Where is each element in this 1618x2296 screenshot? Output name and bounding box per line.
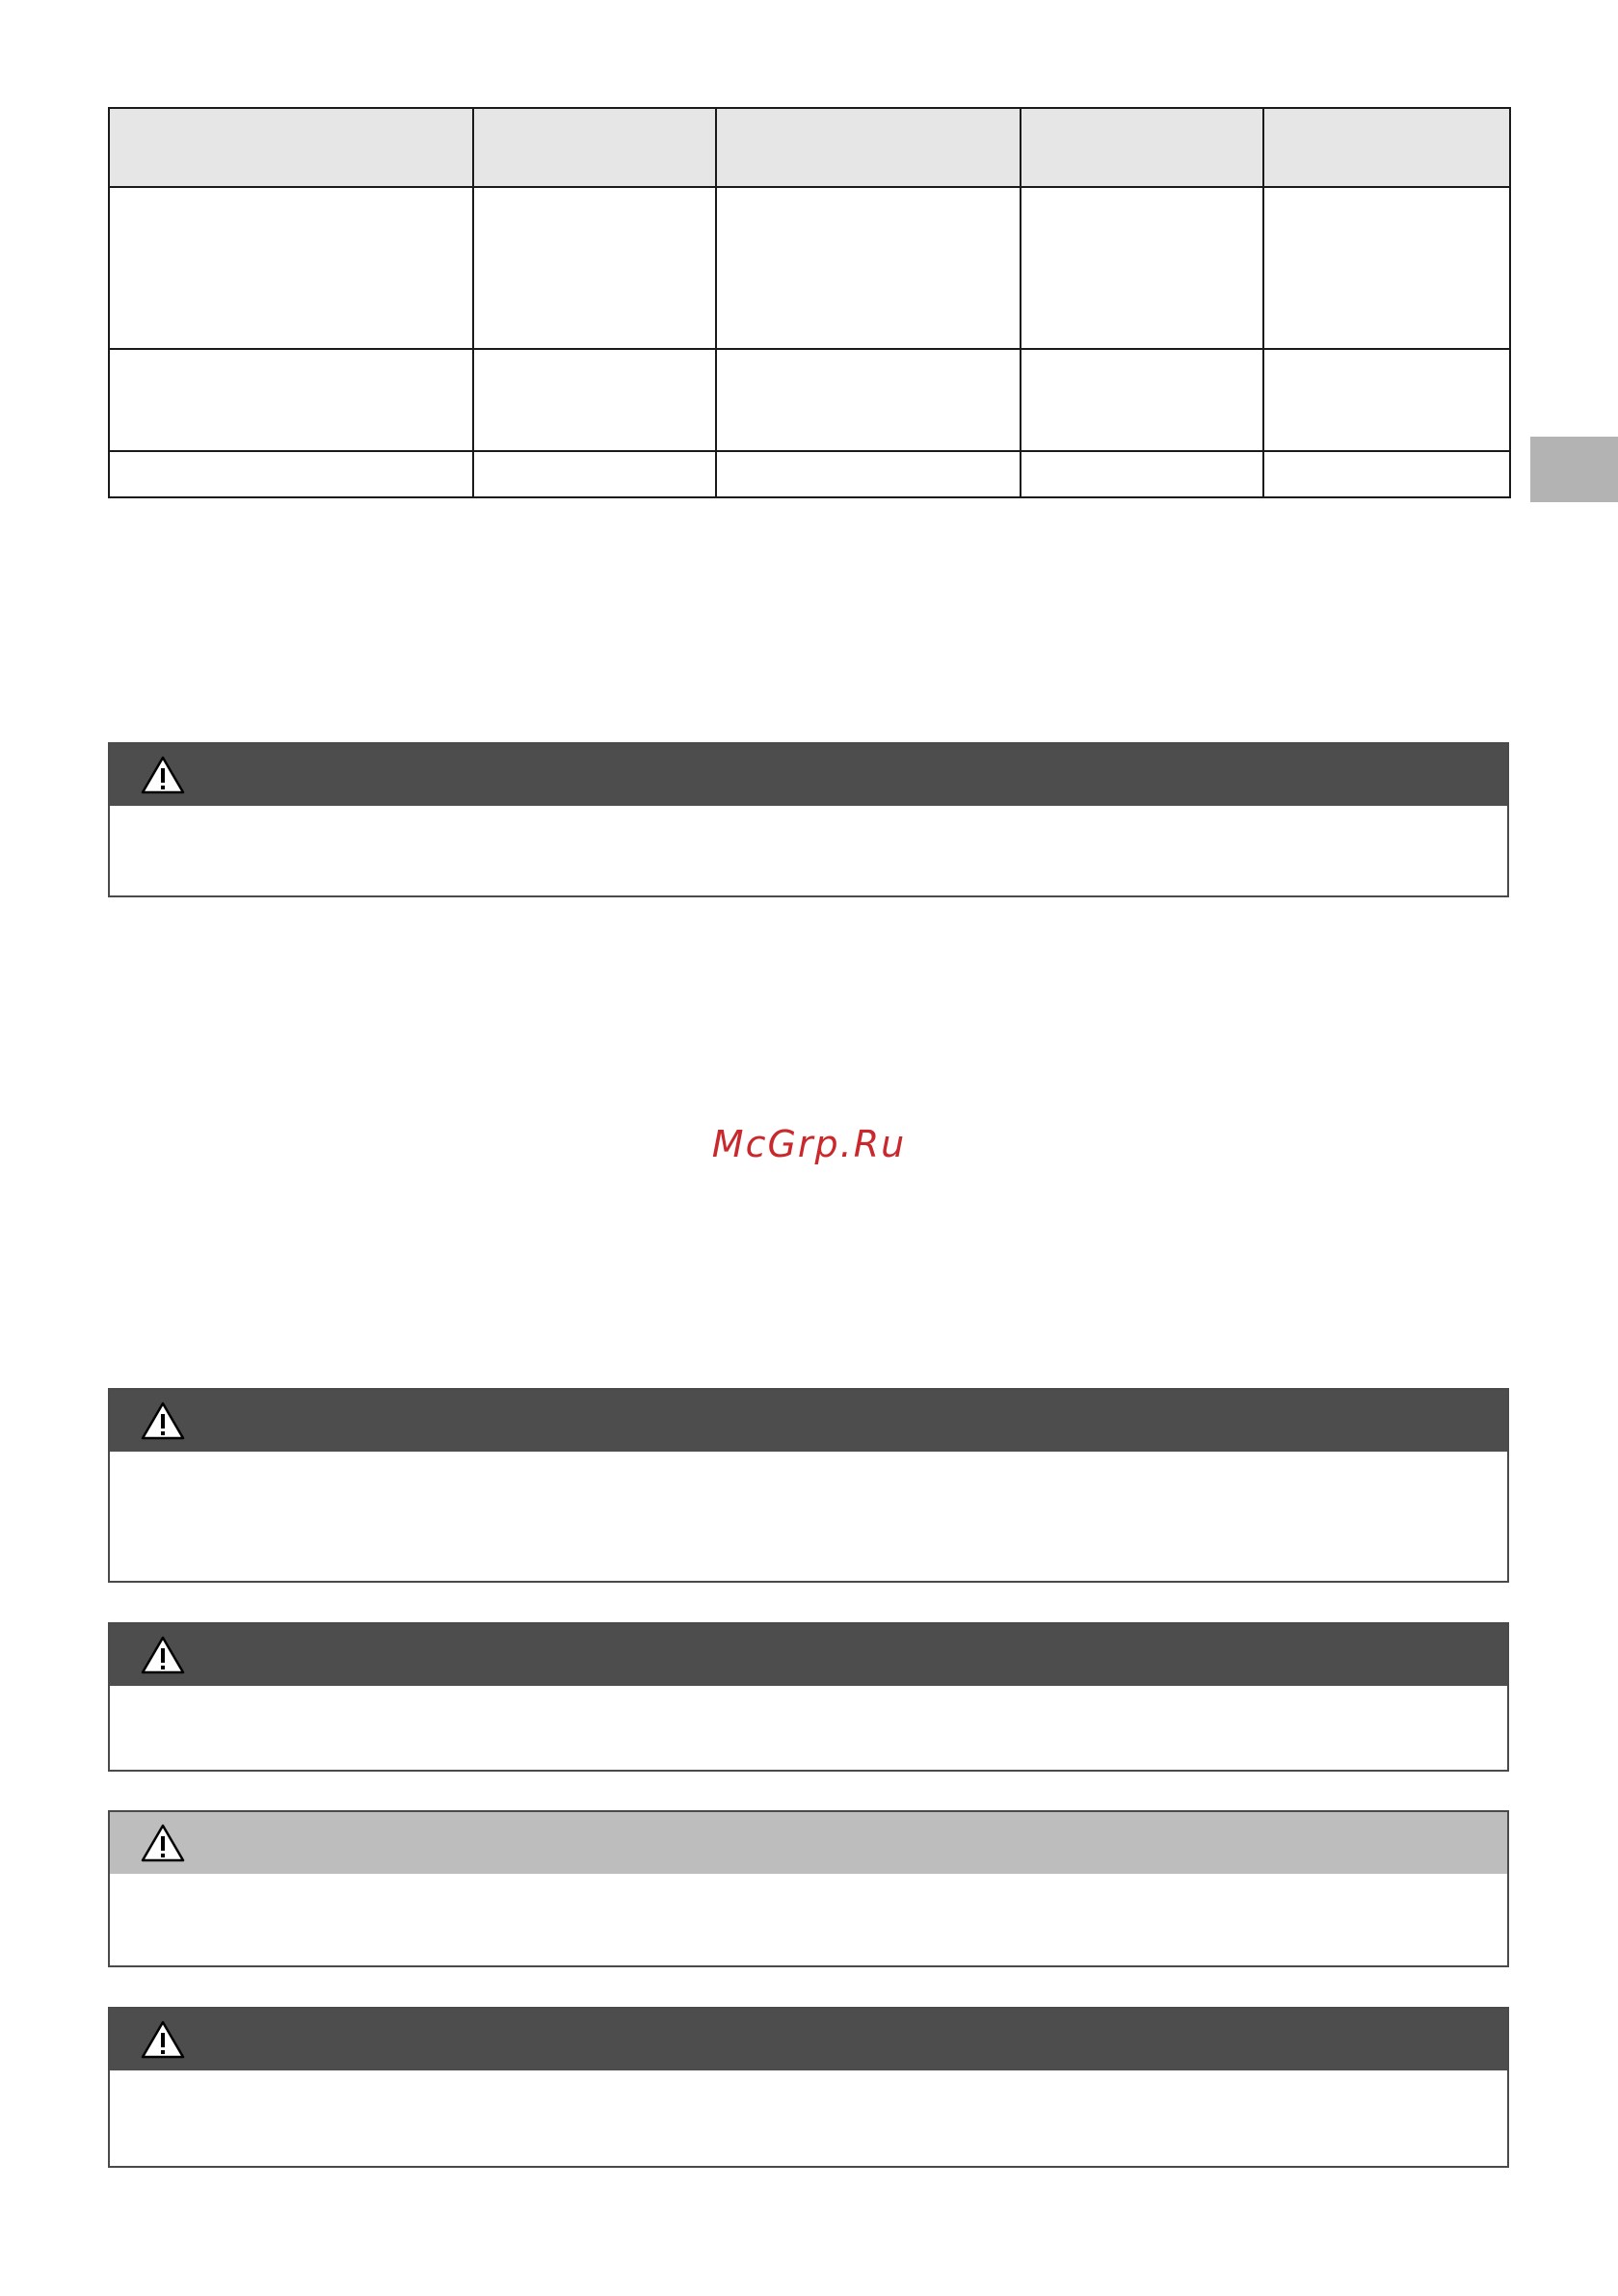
table-cell [1263, 187, 1510, 349]
table-header-row [109, 108, 1510, 187]
warning-header [110, 1624, 1507, 1686]
table-cell [1021, 349, 1263, 451]
table-header-cell [109, 108, 473, 187]
warning-box [108, 742, 1509, 897]
table-cell [1021, 451, 1263, 497]
warning-triangle-icon [141, 756, 185, 794]
table-cell [109, 187, 473, 349]
warning-triangle-icon [141, 1824, 185, 1862]
spec-table [108, 107, 1511, 498]
warning-triangle-icon [141, 1402, 185, 1440]
table-row [109, 187, 1510, 349]
table-cell [473, 349, 716, 451]
table-cell [109, 451, 473, 497]
table-cell [109, 349, 473, 451]
table-cell [1263, 349, 1510, 451]
table-cell [473, 451, 716, 497]
table-header-cell [716, 108, 1021, 187]
table-cell [716, 451, 1021, 497]
warning-box [108, 1388, 1509, 1583]
warning-box [108, 1622, 1509, 1772]
caution-box [108, 1810, 1509, 1967]
table-cell [716, 349, 1021, 451]
caution-header [110, 1812, 1507, 1874]
table-cell [716, 187, 1021, 349]
table-header-cell [1263, 108, 1510, 187]
table-row [109, 349, 1510, 451]
warning-box [108, 2007, 1509, 2168]
warning-header [110, 744, 1507, 806]
table-header-cell [473, 108, 716, 187]
table-row [109, 451, 1510, 497]
table-cell [473, 187, 716, 349]
watermark-text: McGrp.Ru [711, 1123, 907, 1165]
table-cell [1263, 451, 1510, 497]
warning-header [110, 1390, 1507, 1452]
warning-triangle-icon [141, 1636, 185, 1674]
warning-triangle-icon [141, 2020, 185, 2059]
chapter-side-tab [1530, 437, 1618, 502]
table-header-cell [1021, 108, 1263, 187]
warning-header [110, 2009, 1507, 2070]
table-cell [1021, 187, 1263, 349]
